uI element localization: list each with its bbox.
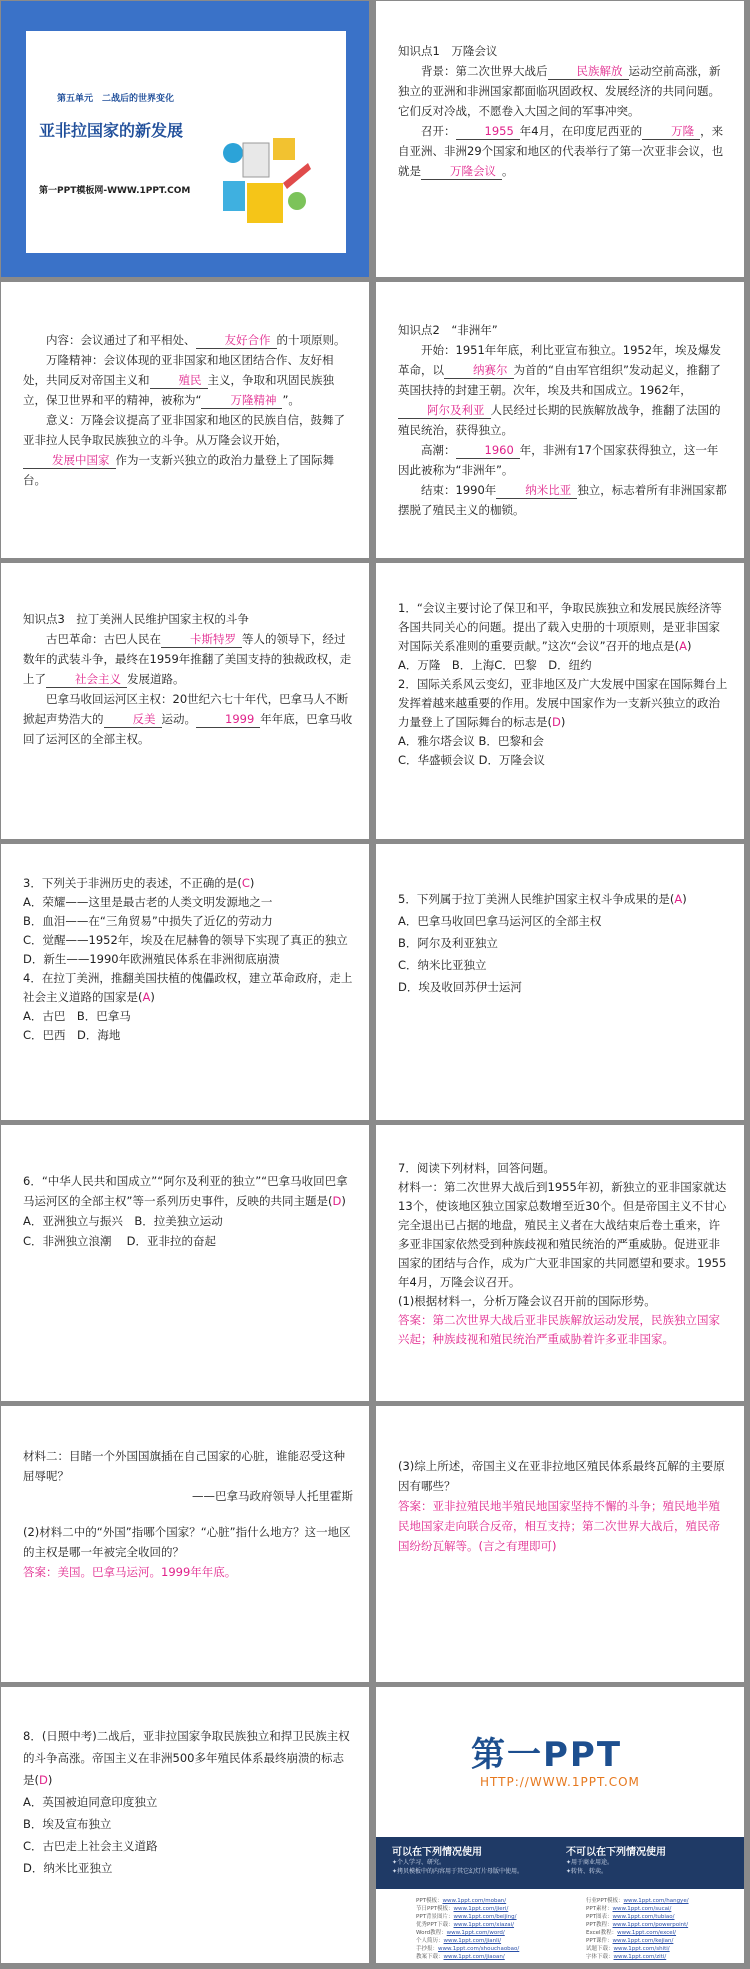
link-label: 节日PPT模板：: [416, 1906, 454, 1912]
blank: 民族解放: [548, 64, 629, 80]
links-right: [586, 1897, 744, 1961]
blank: 殖民: [150, 373, 208, 389]
links-left: [416, 1897, 586, 1961]
link-row: [416, 1953, 586, 1961]
link-row: [586, 1905, 744, 1913]
slide-bandung-spirit: 内容：会议通过了和平相处、 友好合作 的十项原则。 万隆精神：会议体现的亚非国家和地区团结合作、友好相处，共同反对帝国主义和 殖民 主义，争取和巩固民族独立，保卫世界和平的精神，被称为“ 万隆精神 ”。 意义：万隆会议提高了亚非国家和地区的民族自信，鼓舞了亚非拉人民争取民族独立的斗争。从万隆会议开始，发展中国家 作为一支新兴独立的政治力量登上了国际舞台。: [1, 282, 369, 558]
slide-questions-3-4: 3．下列关于非洲历史的表述，不正确的是(C) A．荣耀——这里是最古老的人类文明发源地之一 B．血泪——在“三角贸易”中损失了近亿的劳动力 C．觉醒——1952年，埃及在尼赫鲁的领导下实现了真正的独立 D．新生——1990年欧洲殖民体系在非洲彻底崩溃 4．在拉丁美洲，推翻美国扶植的傀儡政权，建立革命政府，走上社会主义道路的国家是(A) A．古巴 B．巴拿马 C．巴西 D．海地: [1, 844, 369, 1120]
link-label: 教案下载：: [416, 1954, 444, 1960]
heading: 知识点1 万隆会议: [398, 44, 498, 58]
link-list: [376, 1889, 744, 1963]
cover-brand: 第一PPT模板网-WWW.1PPT.COM: [39, 186, 191, 196]
link-url[interactable]: www.1ppt.com/hangye/: [623, 1898, 689, 1904]
answer: A: [142, 990, 151, 1004]
link-url[interactable]: www.1ppt.com/powerpoint/: [612, 1922, 689, 1928]
link-url[interactable]: www.1ppt.com/word/: [446, 1930, 505, 1936]
link-label: PPT图表：: [586, 1914, 613, 1920]
link-url[interactable]: www.1ppt.com/beijing/: [453, 1914, 517, 1920]
link-label: 优秀PPT下载：: [416, 1922, 454, 1928]
blank: 1960: [456, 443, 520, 459]
link-row: [416, 1937, 586, 1945]
cover-unit: 第五单元 二战后的世界变化: [57, 94, 175, 104]
link-label: PPT背景图片：: [416, 1914, 454, 1920]
office-supplies-illustration: [213, 123, 313, 233]
link-url[interactable]: www.1ppt.com/tubiao/: [612, 1914, 675, 1920]
blank: 社会主义: [46, 672, 127, 688]
blank: 纳米比亚: [496, 483, 577, 499]
blank: 友好合作: [196, 333, 277, 349]
question-1: 1．“会议主要讨论了保卫和平，争取民族独立和发展民族经济等各国共同关心的问题。提出了载入史册的十项原则，是亚非国家对国际关系准则的重要贡献。”这次“会议”召开的地点是(A): [398, 601, 722, 653]
link-url[interactable]: www.1ppt.com/jieri/: [453, 1906, 509, 1912]
link-row: [586, 1953, 744, 1961]
link-label: 试题下载：: [586, 1946, 614, 1952]
answer: D: [552, 715, 561, 729]
link-row: [586, 1945, 744, 1953]
link-row: [416, 1913, 586, 1921]
link-url[interactable]: www.1ppt.com/kejian/: [612, 1938, 674, 1944]
link-url[interactable]: www.1ppt.com/sucai/: [612, 1906, 672, 1912]
answer: D: [39, 1773, 48, 1787]
answer: 答案：亚非拉殖民地半殖民地国家坚持不懈的斗争；殖民地半殖民地国家走向联合反帝，相互支持；第二次世界大战后，殖民帝国纷纷瓦解等。(言之有理即可): [398, 1499, 720, 1553]
link-url[interactable]: www.1ppt.com/ziti/: [613, 1954, 667, 1960]
blank: 反美: [104, 712, 162, 728]
slide-knowledge-2: 知识点2 “非洲年” 开始：1951年年底，利比亚宣布独立。1952年，埃及爆发革命，以 纳赛尔 为首的“自由军官组织”发动起义，推翻了英国扶持的封建王朝。次年，埃及共和国成立。1962年，阿尔及利亚 人民经过长期的民族解放战争，推翻了法国的殖民统治，获得独立。 高潮： 1960 年，非洲有17个国家获得独立，这一年因此被称为“非洲年”。 结束：1990年 纳米比亚 独立，标志着所有非洲国家都摆脱了殖民主义的枷锁。: [376, 282, 744, 558]
link-row: [586, 1937, 744, 1945]
link-url[interactable]: www.1ppt.com/xiazai/: [453, 1922, 515, 1928]
heading: 知识点3 拉丁美洲人民维护国家主权的斗争: [23, 612, 249, 626]
answer: A: [679, 639, 687, 653]
link-row: [586, 1897, 744, 1905]
logo-area: [376, 1687, 744, 1837]
link-row: [416, 1905, 586, 1913]
link-label: PPT模板：: [416, 1898, 443, 1904]
link-row: [416, 1921, 586, 1929]
material-1: 材料一：第二次世界大战后到1955年初，新独立的亚非国家就达13个，使该地区独立国家总数增至近30个。但是帝国主义不甘心完全退出已占据的地盘，殖民主义者在大战结束后卷土重来，许多亚非国家依然受到种族歧视和殖民统治的严重威胁。促进亚非国家的团结与合作，成为广大亚非国家的共同愿望和要求。1955年4月，万隆会议召开。: [398, 1180, 727, 1289]
blank: 万隆: [642, 124, 700, 140]
link-url[interactable]: www.1ppt.com/shiti/: [613, 1946, 670, 1952]
question-4: 4．在拉丁美洲，推翻美国扶植的傀儡政权，建立革命政府，走上社会主义道路的国家是(A): [23, 971, 353, 1004]
answer: 答案：第二次世界大战后亚非民族解放运动发展，民族独立国家兴起；种族歧视和殖民统治严重威胁着许多亚非国家。: [398, 1313, 720, 1346]
slide-brand: [376, 1687, 744, 1963]
license-banner: 可以在下列情况使用 ✦个人学习、研究。 ✦拷贝模板中的内容用于其它幻灯片母版中使用。 不可以在下列情况使用 ✦用于商业用途。 ✦转售、转卖。: [376, 1837, 744, 1889]
link-row: [586, 1913, 744, 1921]
question-8: 8．(日照中考)二战后，亚非拉国家争取民族独立和捍卫民族主权的斗争高涨。帝国主义在非洲500多年殖民体系最终崩溃的标志是(D): [23, 1729, 350, 1787]
cover-title: 亚非拉国家的新发展: [39, 121, 184, 140]
answer: D: [332, 1194, 342, 1208]
heading: 知识点2 “非洲年”: [398, 323, 498, 337]
link-url[interactable]: www.1ppt.com/excel/: [617, 1930, 677, 1936]
question-5: 5．下列属于拉丁美洲人民维护国家主权斗争成果的是(A): [398, 892, 687, 906]
slide-question-7-material-1: 7．阅读下列材料，回答问题。 材料一：第二次世界大战后到1955年初，新独立的亚非国家就达13个，使该地区独立国家总数增至近30个。但是帝国主义不甘心完全退出已占据的地盘，殖民主义者在大战结束后卷土重来，许多亚非国家依然受到种族歧视和殖民统治的严重威胁。促进亚非国家的团结与合作，成为广大亚非国家的共同愿望和要求。1955年4月，万隆会议召开。 (1)根据材料一，分析万隆会议召开前的国际形势。 答案：第二次世界大战后亚非民族解放运动发展，民族独立国家兴起；种族歧视和殖民统治严重威胁着许多亚非国家。: [376, 1125, 744, 1401]
link-label: PPT课件：: [586, 1938, 613, 1944]
slide-material-2: 材料二：目睹一个外国国旗插在自己国家的心脏，谁能忍受这种屈辱呢？ ——巴拿马政府领导人托里霍斯 (2)材料二中的“外国”指哪个国家？“心脏”指什么地方？这一地区的主权是哪一年被完全收回的？ 答案：美国。巴拿马运河。1999年年底。: [1, 1406, 369, 1682]
question-7: 7．阅读下列材料，回答问题。: [398, 1161, 555, 1175]
link-label: PPT教程：: [586, 1922, 613, 1928]
slide-knowledge-1: 知识点1 万隆会议 背景：第二次世界大战后 民族解放 运动空前高涨，新独立的亚洲和非洲国家都面临巩固政权、发展经济的共同问题。它们反对冷战，不愿卷入大国之间的军事冲突。 召开： 1955 年4月，在印度尼西亚的 万隆 ，来自亚洲、非洲29个国家和地区的代表举行了第一次亚非会议，也就是 万隆会议 。: [376, 1, 744, 277]
blank: 万隆会议: [421, 164, 502, 180]
question-3: 3．下列关于非洲历史的表述，不正确的是(C): [23, 876, 255, 890]
slide-question-5: 5．下列属于拉丁美洲人民维护国家主权斗争成果的是(A) A．巴拿马收回巴拿马运河区的全部主权 B．阿尔及利亚独立 C．纳米比亚独立 D．埃及收回苏伊士运河: [376, 844, 744, 1120]
link-label: 行业PPT模板：: [586, 1898, 624, 1904]
link-label: Excel教程：: [586, 1930, 618, 1936]
blank: 1955: [456, 124, 520, 140]
link-url[interactable]: www.1ppt.com/jiaoan/: [443, 1954, 505, 1960]
link-label: 个人简历：: [416, 1938, 444, 1944]
answer: A: [674, 892, 683, 906]
link-label: PPT素材：: [586, 1906, 613, 1912]
link-url[interactable]: www.1ppt.com/moban/: [442, 1898, 507, 1904]
link-row: [416, 1897, 586, 1905]
slide-sub-question-3: (3)综上所述，帝国主义在亚非拉地区殖民体系最终瓦解的主要原因有哪些？ 答案：亚非拉殖民地半殖民地国家坚持不懈的斗争；殖民地半殖民地国家走向联合反帝，相互支持；第二次世界大战后，殖民帝国纷纷瓦解等。(言之有理即可): [376, 1406, 744, 1682]
link-label: Word教程：: [416, 1930, 447, 1936]
link-row: [586, 1929, 744, 1937]
slide-cover: [1, 1, 369, 277]
question-2: 2．国际关系风云变幻，亚非地区及广大发展中国家在国际舞台上发挥着越来越重要的作用。发展中国家作为一支新兴独立的政治力量登上了国际舞台的标志是(D): [398, 677, 728, 729]
answer: C: [241, 876, 250, 890]
answer: 答案：美国。巴拿马运河。1999年年底。: [23, 1565, 237, 1579]
slide-knowledge-3: 知识点3 拉丁美洲人民维护国家主权的斗争 古巴革命：古巴人民在 卡斯特罗 等人的领导下，经过数年的武装斗争，最终在1959年推翻了美国支持的独裁政权，走上了 社会主义 发展道路。 巴拿马收回运河区主权：20世纪六七十年代，巴拿马人不断掀起声势浩大的 反美 运动。 1999 年年底，巴拿马收回了运河区的全部主权。: [1, 563, 369, 839]
slide-question-6: 6．“中华人民共和国成立”“阿尔及利亚的独立”“巴拿马收回巴拿马运河区的全部主权”等一系列历史事件，反映的共同主题是(D) A．亚洲独立与振兴 B．拉美独立运动 C．非洲独立浪潮 D．亚非拉的奋起: [1, 1125, 369, 1401]
slide-question-8: 8．(日照中考)二战后，亚非拉国家争取民族独立和捍卫民族主权的斗争高涨。帝国主义在非洲500多年殖民体系最终崩溃的标志是(D) A．英国被迫同意印度独立 B．埃及宣布独立 C．古巴走上社会主义道路 D．纳米比亚独立: [1, 1687, 369, 1963]
blank: 万隆精神: [201, 393, 282, 409]
link-label: 手抄报：: [416, 1946, 439, 1952]
link-label: 字体下载：: [586, 1954, 614, 1960]
material-2: 材料二：目睹一个外国国旗插在自己国家的心脏，谁能忍受这种屈辱呢？: [23, 1449, 345, 1483]
blank: 纳赛尔: [444, 363, 514, 379]
link-url[interactable]: www.1ppt.com/jianli/: [443, 1938, 502, 1944]
link-row: [416, 1945, 586, 1953]
blank: 卡斯特罗: [161, 632, 242, 648]
link-url[interactable]: www.1ppt.com/shouchaobao/: [438, 1946, 520, 1952]
quote-source: ——巴拿马政府领导人托里霍斯: [192, 1489, 353, 1503]
brand-logo: 第一PPT: [471, 1735, 623, 1775]
link-row: [586, 1921, 744, 1929]
slide-questions-1-2: 1．“会议主要讨论了保卫和平，争取民族独立和发展民族经济等各国共同关心的问题。提出了载入史册的十项原则，是亚非国家对国际关系准则的重要贡献。”这次“会议”召开的地点是(A) A．万隆 B．上海C．巴黎 D．纽约 2．国际关系风云变幻，亚非地区及广大发展中国家在国际舞台上发挥着越来越重要的作用。发展中国家作为一支新兴独立的政治力量登上了国际舞台的标志是(D) A．雅尔塔会议 B．巴黎和会 C．华盛顿会议 D．万隆会议: [376, 563, 744, 839]
blank: 阿尔及利亚: [398, 403, 491, 419]
question-6: 6．“中华人民共和国成立”“阿尔及利亚的独立”“巴拿马收回巴拿马运河区的全部主权”等一系列历史事件，反映的共同主题是(D): [23, 1174, 348, 1208]
blank: 发展中国家: [23, 453, 116, 469]
blank: 1999: [196, 712, 260, 728]
brand-url[interactable]: HTTP://WWW.1PPT.COM: [480, 1775, 640, 1789]
link-row: [416, 1929, 586, 1937]
